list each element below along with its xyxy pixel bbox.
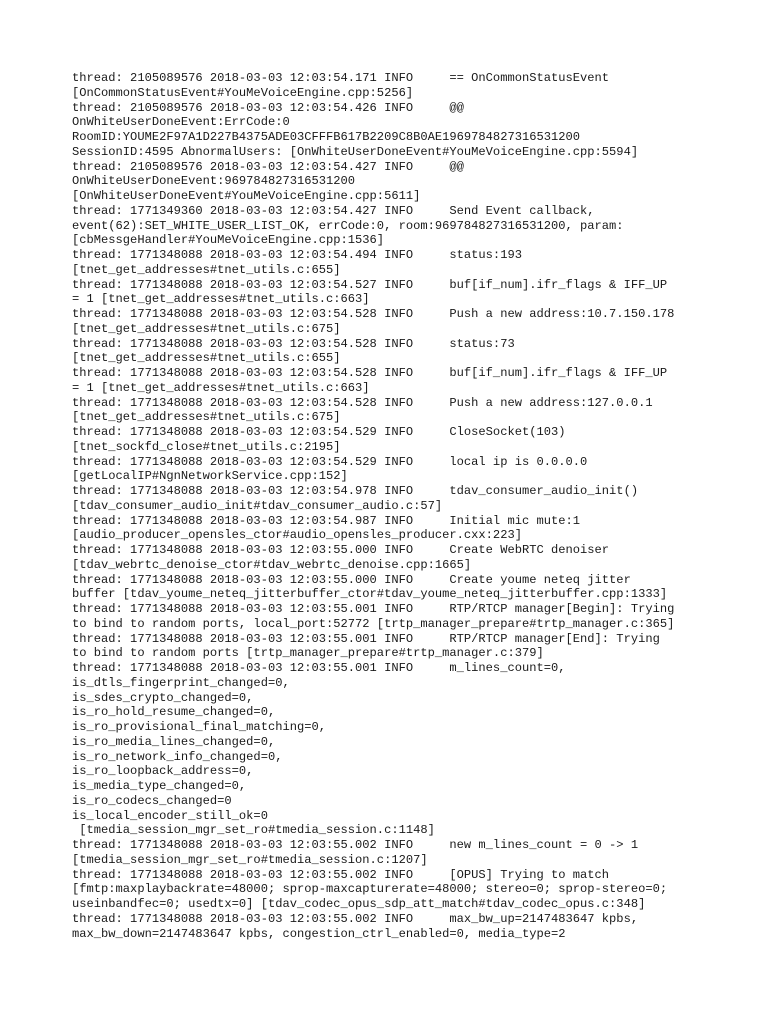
- log-line: [fmtp:maxplaybackrate=48000; sprop-maxcapturerate=48000; stereo=0; sprop-stereo=0;: [72, 882, 668, 897]
- log-line: is_ro_media_lines_changed=0,: [72, 734, 276, 749]
- log-line: thread: 1771348088 2018-03-03 12:03:54.529 INFO local ip is 0.0.0.0: [72, 454, 588, 469]
- log-line: [tnet_get_addresses#tnet_utils.c:655]: [72, 262, 341, 277]
- log-line: is_sdes_crypto_changed=0,: [72, 690, 254, 705]
- log-line: [tmedia_session_mgr_set_ro#tmedia_session.c:1148]: [72, 823, 435, 838]
- log-line: [getLocalIP#NgnNetworkService.cpp:152]: [72, 469, 348, 484]
- log-line: RoomID:YOUME2F97A1D227B4375ADE03CFFFB617B2209C8B0AE1969784827316531200: [72, 130, 581, 144]
- log-line: = 1 [tnet_get_addresses#tnet_utils.c:663]: [72, 380, 370, 395]
- log-line: SessionID:4595 AbnormalUsers: [OnWhiteUserDoneEvent#YouMeVoiceEngine.cpp:5594]: [72, 144, 639, 159]
- log-line: is_ro_hold_resume_changed=0,: [72, 705, 276, 720]
- log-line: thread: 1771348088 2018-03-03 12:03:55.001 INFO m_lines_count=0,: [72, 661, 566, 675]
- log-line: is_ro_provisional_final_matching=0,: [72, 720, 327, 734]
- log-line: thread: 1771348088 2018-03-03 12:03:55.002 INFO [OPUS] Trying to match: [72, 867, 610, 882]
- log-line: [OnWhiteUserDoneEvent#YouMeVoiceEngine.cpp:5611]: [72, 189, 421, 203]
- log-line: [tmedia_session_mgr_set_ro#tmedia_session.c:1207]: [72, 852, 428, 867]
- log-line: thread: 1771348088 2018-03-03 12:03:54.527 INFO buf[if_num].ifr_flags & IFF_UP: [72, 277, 668, 292]
- log-line: is_ro_codecs_changed=0: [72, 793, 232, 808]
- log-line: is_ro_network_info_changed=0,: [72, 749, 283, 764]
- log-line: thread: 1771348088 2018-03-03 12:03:54.987 INFO Initial mic mute:1: [72, 513, 581, 528]
- log-line: is_media_type_changed=0,: [72, 779, 247, 793]
- log-line: thread: 1771348088 2018-03-03 12:03:54.528 INFO buf[if_num].ifr_flags & IFF_UP: [72, 366, 668, 380]
- log-line: thread: 2105089576 2018-03-03 12:03:54.171 INFO == OnCommonStatusEvent: [72, 71, 610, 85]
- log-line: [tnet_get_addresses#tnet_utils.c:675]: [72, 410, 341, 425]
- log-line: [audio_producer_opensles_ctor#audio_opensles_producer.cxx:223]: [72, 528, 522, 543]
- log-line: to bind to random ports [trtp_manager_prepare#trtp_manager.c:379]: [72, 646, 544, 661]
- log-line: thread: 1771349360 2018-03-03 12:03:54.427 INFO Send Event callback,: [72, 203, 595, 218]
- log-line: thread: 1771348088 2018-03-03 12:03:55.001 INFO RTP/RTCP manager[End]: Trying: [72, 631, 660, 646]
- log-line: thread: 1771348088 2018-03-03 12:03:54.528 INFO status:73: [72, 336, 515, 351]
- document-page: [72, 71, 732, 941]
- log-line: event(62):SET_WHITE_USER_LIST_OK, errCode:0, room:969784827316531200, param:: [72, 218, 624, 233]
- log-line: [OnCommonStatusEvent#YouMeVoiceEngine.cpp:5256]: [72, 85, 414, 100]
- log-line: [tnet_sockfd_close#tnet_utils.c:2195]: [72, 439, 341, 454]
- log-line: [cbMessgeHandler#YouMeVoiceEngine.cpp:1536]: [72, 233, 385, 248]
- log-line: = 1 [tnet_get_addresses#tnet_utils.c:663]: [72, 292, 370, 307]
- log-line: buffer [tdav_youme_neteq_jitterbuffer_ctor#tdav_youme_neteq_jitterbuffer.cpp:1333]: [72, 587, 668, 602]
- log-line: thread: 1771348088 2018-03-03 12:03:54.528 INFO Push a new address:10.7.150.178: [72, 307, 675, 321]
- log-line: is_local_encoder_still_ok=0: [72, 808, 268, 823]
- log-line: [tdav_webrtc_denoise_ctor#tdav_webrtc_denoise.cpp:1665]: [72, 557, 472, 572]
- log-line: thread: 1771348088 2018-03-03 12:03:55.000 INFO Create youme neteq jitter: [72, 572, 631, 587]
- log-text-block: [72, 71, 732, 941]
- log-line: [tnet_get_addresses#tnet_utils.c:655]: [72, 351, 341, 366]
- log-line: thread: 1771348088 2018-03-03 12:03:55.002 INFO new m_lines_count = 0 -> 1: [72, 838, 639, 852]
- log-line: thread: 1771348088 2018-03-03 12:03:55.001 INFO RTP/RTCP manager[Begin]: Trying: [72, 602, 675, 616]
- log-line: OnWhiteUserDoneEvent:ErrCode:0: [72, 115, 290, 130]
- log-line: [tdav_consumer_audio_init#tdav_consumer_audio.c:57]: [72, 498, 443, 513]
- log-line: thread: 1771348088 2018-03-03 12:03:54.978 INFO tdav_consumer_audio_init(): [72, 484, 639, 498]
- log-line: thread: 1771348088 2018-03-03 12:03:54.528 INFO Push a new address:127.0.0.1: [72, 395, 653, 410]
- log-line: to bind to random ports, local_port:52772 [trtp_manager_prepare#trtp_manager.c:365]: [72, 616, 675, 631]
- log-line: thread: 1771348088 2018-03-03 12:03:55.000 INFO Create WebRTC denoiser: [72, 543, 610, 557]
- log-line: thread: 1771348088 2018-03-03 12:03:54.494 INFO status:193: [72, 248, 522, 262]
- log-line: is_ro_loopback_address=0,: [72, 764, 254, 779]
- log-line: is_dtls_fingerprint_changed=0,: [72, 675, 290, 690]
- log-line: thread: 2105089576 2018-03-03 12:03:54.426 INFO @@: [72, 100, 464, 115]
- log-line: max_bw_down=2147483647 kpbs, congestion_ctrl_enabled=0, media_type=2: [72, 926, 566, 941]
- log-line: thread: 1771348088 2018-03-03 12:03:54.529 INFO CloseSocket(103): [72, 425, 566, 439]
- log-line: useinbandfec=0; usedtx=0] [tdav_codec_opus_sdp_att_match#tdav_codec_opus.c:348]: [72, 897, 646, 911]
- log-line: thread: 2105089576 2018-03-03 12:03:54.427 INFO @@: [72, 159, 464, 174]
- log-line: OnWhiteUserDoneEvent:969784827316531200: [72, 174, 356, 189]
- log-line: thread: 1771348088 2018-03-03 12:03:55.002 INFO max_bw_up=2147483647 kpbs,: [72, 911, 639, 926]
- log-line: [tnet_get_addresses#tnet_utils.c:675]: [72, 321, 341, 336]
